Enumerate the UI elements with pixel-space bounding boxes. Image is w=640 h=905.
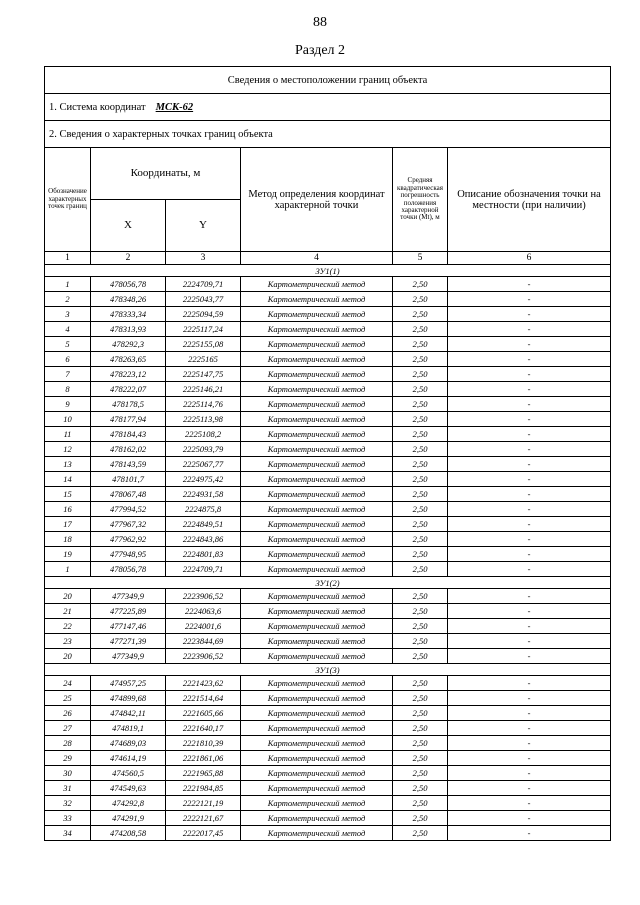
point-number: 2 [45, 292, 91, 307]
point-number: 3 [45, 307, 91, 322]
group-name: ЗУ1(2) [45, 577, 611, 589]
column-number: 5 [393, 252, 448, 265]
table-row [45, 337, 611, 352]
coord-x: 478177,94 [91, 412, 166, 427]
table-row [45, 721, 611, 736]
description: - [448, 517, 611, 532]
error-value: 2,50 [393, 367, 448, 382]
coord-x: 477967,32 [91, 517, 166, 532]
description: - [448, 382, 611, 397]
coord-y: 2225114,76 [166, 397, 241, 412]
point-number: 34 [45, 826, 91, 841]
point-number: 31 [45, 781, 91, 796]
method: Картометрический метод [241, 811, 393, 826]
point-number: 19 [45, 547, 91, 562]
method: Картометрический метод [241, 547, 393, 562]
error-value: 2,50 [393, 337, 448, 352]
header-point-designation: Обозначение характерных точек границ [45, 148, 91, 252]
error-value: 2,50 [393, 532, 448, 547]
error-value: 2,50 [393, 634, 448, 649]
coord-y: 2222121,67 [166, 811, 241, 826]
method: Картометрический метод [241, 676, 393, 691]
table-row [45, 397, 611, 412]
description: - [448, 706, 611, 721]
header-x: X [91, 200, 166, 252]
method: Картометрический метод [241, 562, 393, 577]
column-number: 3 [166, 252, 241, 265]
description: - [448, 442, 611, 457]
error-value: 2,50 [393, 589, 448, 604]
description: - [448, 307, 611, 322]
point-number: 26 [45, 706, 91, 721]
error-value: 2,50 [393, 796, 448, 811]
description: - [448, 412, 611, 427]
table-row [45, 472, 611, 487]
point-number: 7 [45, 367, 91, 382]
description: - [448, 676, 611, 691]
points-heading: 2. Сведения о характерных точках границ объекта [45, 121, 611, 148]
table-row [45, 502, 611, 517]
coord-x: 478178,5 [91, 397, 166, 412]
coord-y: 2221640,17 [166, 721, 241, 736]
point-number: 25 [45, 691, 91, 706]
description: - [448, 337, 611, 352]
table-row [45, 691, 611, 706]
point-number: 6 [45, 352, 91, 367]
coord-x: 477147,46 [91, 619, 166, 634]
method: Картометрический метод [241, 736, 393, 751]
description: - [448, 427, 611, 442]
error-value: 2,50 [393, 502, 448, 517]
coord-y: 2225146,21 [166, 382, 241, 397]
method: Картометрический метод [241, 691, 393, 706]
table-row [45, 412, 611, 427]
table-row [45, 352, 611, 367]
method: Картометрический метод [241, 472, 393, 487]
column-number: 4 [241, 252, 393, 265]
method: Картометрический метод [241, 457, 393, 472]
group-header-row [45, 577, 611, 589]
method: Картометрический метод [241, 292, 393, 307]
boundary-points-table [44, 66, 611, 841]
coord-x: 474208,58 [91, 826, 166, 841]
point-number: 15 [45, 487, 91, 502]
coord-y: 2224931,58 [166, 487, 241, 502]
error-value: 2,50 [393, 649, 448, 664]
table-row [45, 487, 611, 502]
method: Картометрический метод [241, 382, 393, 397]
coord-y: 2225113,98 [166, 412, 241, 427]
coord-y: 2224709,71 [166, 562, 241, 577]
point-number: 18 [45, 532, 91, 547]
header-error: Средняя квадратическая погрешность положения характерной точки (Mt), м [393, 148, 448, 252]
error-value: 2,50 [393, 277, 448, 292]
error-value: 2,50 [393, 397, 448, 412]
description: - [448, 502, 611, 517]
description: - [448, 277, 611, 292]
section-title: Раздел 2 [294, 43, 346, 58]
coord-x: 474292,8 [91, 796, 166, 811]
point-number: 20 [45, 589, 91, 604]
method: Картометрический метод [241, 619, 393, 634]
error-value: 2,50 [393, 619, 448, 634]
error-value: 2,50 [393, 604, 448, 619]
table-row [45, 292, 611, 307]
point-number: 32 [45, 796, 91, 811]
error-value: 2,50 [393, 307, 448, 322]
method: Картометрический метод [241, 352, 393, 367]
page-number: 88 [313, 15, 327, 30]
description: - [448, 397, 611, 412]
table-row [45, 604, 611, 619]
error-value: 2,50 [393, 706, 448, 721]
coord-y: 2225067,77 [166, 457, 241, 472]
description: - [448, 589, 611, 604]
table-row [45, 736, 611, 751]
method: Картометрический метод [241, 706, 393, 721]
point-number: 12 [45, 442, 91, 457]
point-number: 9 [45, 397, 91, 412]
description: - [448, 604, 611, 619]
point-number: 27 [45, 721, 91, 736]
error-value: 2,50 [393, 427, 448, 442]
table-title-row [45, 67, 611, 94]
point-number: 8 [45, 382, 91, 397]
point-number: 24 [45, 676, 91, 691]
point-number: 28 [45, 736, 91, 751]
coord-x: 474689,03 [91, 736, 166, 751]
error-value: 2,50 [393, 676, 448, 691]
description: - [448, 457, 611, 472]
method: Картометрический метод [241, 337, 393, 352]
description: - [448, 826, 611, 841]
point-number: 16 [45, 502, 91, 517]
coord-y: 2221810,39 [166, 736, 241, 751]
description: - [448, 352, 611, 367]
point-number: 1 [45, 562, 91, 577]
method: Картометрический метод [241, 322, 393, 337]
coord-x: 477271,39 [91, 634, 166, 649]
point-number: 23 [45, 634, 91, 649]
table-row [45, 442, 611, 457]
point-number: 20 [45, 649, 91, 664]
coord-system-label: 1. Система координат [49, 101, 146, 113]
method: Картометрический метод [241, 634, 393, 649]
point-number: 5 [45, 337, 91, 352]
description: - [448, 811, 611, 826]
coord-x: 478313,93 [91, 322, 166, 337]
header-row-1 [45, 148, 611, 200]
error-value: 2,50 [393, 352, 448, 367]
coord-x: 478348,26 [91, 292, 166, 307]
description: - [448, 367, 611, 382]
coord-y: 2224975,42 [166, 472, 241, 487]
coord-y: 2223906,52 [166, 649, 241, 664]
coord-x: 474957,25 [91, 676, 166, 691]
coord-x: 478056,78 [91, 562, 166, 577]
coord-x: 478143,59 [91, 457, 166, 472]
point-number: 29 [45, 751, 91, 766]
coord-y: 2221514,64 [166, 691, 241, 706]
point-number: 14 [45, 472, 91, 487]
error-value: 2,50 [393, 487, 448, 502]
coord-y: 2224849,51 [166, 517, 241, 532]
description: - [448, 634, 611, 649]
description: - [448, 619, 611, 634]
point-number: 33 [45, 811, 91, 826]
coord-y: 2224875,8 [166, 502, 241, 517]
error-value: 2,50 [393, 736, 448, 751]
column-number-row [45, 252, 611, 265]
coord-x: 477994,52 [91, 502, 166, 517]
table-row [45, 781, 611, 796]
method: Картометрический метод [241, 367, 393, 382]
method: Картометрический метод [241, 826, 393, 841]
error-value: 2,50 [393, 826, 448, 841]
coord-system-cell [45, 94, 611, 121]
description: - [448, 736, 611, 751]
group-header-row [45, 265, 611, 277]
error-value: 2,50 [393, 322, 448, 337]
table-row [45, 457, 611, 472]
coord-y: 2224801,83 [166, 547, 241, 562]
method: Картометрический метод [241, 532, 393, 547]
coord-x: 478223,12 [91, 367, 166, 382]
method: Картометрический метод [241, 487, 393, 502]
method: Картометрический метод [241, 796, 393, 811]
coord-y: 2224709,71 [166, 277, 241, 292]
error-value: 2,50 [393, 721, 448, 736]
description: - [448, 487, 611, 502]
coord-y: 2221861,06 [166, 751, 241, 766]
method: Картометрический метод [241, 721, 393, 736]
description: - [448, 781, 611, 796]
error-value: 2,50 [393, 562, 448, 577]
description: - [448, 766, 611, 781]
header-coordinates: Координаты, м [91, 148, 241, 200]
table-row [45, 706, 611, 721]
error-value: 2,50 [393, 547, 448, 562]
coord-y: 2225093,79 [166, 442, 241, 457]
method: Картометрический метод [241, 781, 393, 796]
coord-x: 474560,5 [91, 766, 166, 781]
coord-x: 478056,78 [91, 277, 166, 292]
header-method: Метод определения координат характерной точки [241, 148, 393, 252]
coord-x: 474614,19 [91, 751, 166, 766]
method: Картометрический метод [241, 442, 393, 457]
coord-y: 2222017,45 [166, 826, 241, 841]
table-row [45, 826, 611, 841]
table-row [45, 307, 611, 322]
error-value: 2,50 [393, 751, 448, 766]
description: - [448, 562, 611, 577]
coord-x: 478292,3 [91, 337, 166, 352]
coord-system-row [45, 94, 611, 121]
error-value: 2,50 [393, 691, 448, 706]
method: Картометрический метод [241, 589, 393, 604]
coord-y: 2223844,69 [166, 634, 241, 649]
method: Картометрический метод [241, 427, 393, 442]
coord-x: 477349,9 [91, 649, 166, 664]
description: - [448, 532, 611, 547]
point-number: 17 [45, 517, 91, 532]
table-row [45, 277, 611, 292]
coord-x: 474549,63 [91, 781, 166, 796]
description: - [448, 751, 611, 766]
coord-y: 2225108,2 [166, 427, 241, 442]
coord-x: 478162,02 [91, 442, 166, 457]
point-number: 1 [45, 277, 91, 292]
method: Картометрический метод [241, 412, 393, 427]
table-row [45, 649, 611, 664]
group-header-row [45, 664, 611, 676]
table-row [45, 676, 611, 691]
coord-y: 2221605,66 [166, 706, 241, 721]
coord-y: 2223906,52 [166, 589, 241, 604]
coord-x: 474819,1 [91, 721, 166, 736]
method: Картометрический метод [241, 397, 393, 412]
group-name: ЗУ1(1) [45, 265, 611, 277]
coord-x: 477962,92 [91, 532, 166, 547]
coord-x: 478101,7 [91, 472, 166, 487]
table-row [45, 562, 611, 577]
error-value: 2,50 [393, 517, 448, 532]
table-row [45, 367, 611, 382]
error-value: 2,50 [393, 781, 448, 796]
error-value: 2,50 [393, 457, 448, 472]
point-number: 21 [45, 604, 91, 619]
coord-y: 2224063,6 [166, 604, 241, 619]
coord-y: 2225094,59 [166, 307, 241, 322]
coord-x: 478067,48 [91, 487, 166, 502]
coord-y: 2221423,62 [166, 676, 241, 691]
method: Картометрический метод [241, 766, 393, 781]
table-row [45, 589, 611, 604]
point-number: 4 [45, 322, 91, 337]
coord-x: 477349,9 [91, 589, 166, 604]
description: - [448, 472, 611, 487]
coord-y: 2225165 [166, 352, 241, 367]
coord-system-value: МСК-62 [155, 101, 194, 113]
table-row [45, 619, 611, 634]
point-number: 11 [45, 427, 91, 442]
method: Картометрический метод [241, 307, 393, 322]
table-row [45, 532, 611, 547]
method: Картометрический метод [241, 751, 393, 766]
point-number: 30 [45, 766, 91, 781]
coord-y: 2221984,85 [166, 781, 241, 796]
header-y: Y [166, 200, 241, 252]
error-value: 2,50 [393, 442, 448, 457]
method: Картометрический метод [241, 277, 393, 292]
coord-y: 2225043,77 [166, 292, 241, 307]
coord-x: 477948,95 [91, 547, 166, 562]
description: - [448, 322, 611, 337]
table-row [45, 751, 611, 766]
table-title: Сведения о местоположении границ объекта [45, 67, 611, 94]
table-row [45, 547, 611, 562]
table-row [45, 427, 611, 442]
table-row [45, 322, 611, 337]
description: - [448, 547, 611, 562]
column-number: 1 [45, 252, 91, 265]
table-row [45, 517, 611, 532]
table-row [45, 811, 611, 826]
error-value: 2,50 [393, 292, 448, 307]
coord-y: 2224001,6 [166, 619, 241, 634]
coord-y: 2225155,08 [166, 337, 241, 352]
method: Картометрический метод [241, 517, 393, 532]
coord-y: 2221965,88 [166, 766, 241, 781]
coord-x: 478184,43 [91, 427, 166, 442]
points-heading-row [45, 121, 611, 148]
coord-x: 478263,65 [91, 352, 166, 367]
coord-x: 478333,34 [91, 307, 166, 322]
point-number: 13 [45, 457, 91, 472]
group-name: ЗУ1(3) [45, 664, 611, 676]
coord-x: 474899,68 [91, 691, 166, 706]
method: Картометрический метод [241, 649, 393, 664]
coord-y: 2224843,86 [166, 532, 241, 547]
column-number: 2 [91, 252, 166, 265]
error-value: 2,50 [393, 382, 448, 397]
coord-x: 474291,9 [91, 811, 166, 826]
coord-y: 2222121,19 [166, 796, 241, 811]
table-row [45, 382, 611, 397]
description: - [448, 691, 611, 706]
coord-y: 2225147,75 [166, 367, 241, 382]
error-value: 2,50 [393, 811, 448, 826]
error-value: 2,50 [393, 412, 448, 427]
header-description: Описание обозначения точки на местности (при наличии) [448, 148, 611, 252]
table-row [45, 634, 611, 649]
error-value: 2,50 [393, 766, 448, 781]
coord-x: 474842,11 [91, 706, 166, 721]
coord-x: 478222,07 [91, 382, 166, 397]
error-value: 2,50 [393, 472, 448, 487]
description: - [448, 721, 611, 736]
method: Картометрический метод [241, 502, 393, 517]
table-row [45, 796, 611, 811]
description: - [448, 292, 611, 307]
description: - [448, 649, 611, 664]
description: - [448, 796, 611, 811]
coord-x: 477225,89 [91, 604, 166, 619]
table-row [45, 766, 611, 781]
point-number: 10 [45, 412, 91, 427]
point-number: 22 [45, 619, 91, 634]
coord-y: 2225117,24 [166, 322, 241, 337]
column-number: 6 [448, 252, 611, 265]
method: Картометрический метод [241, 604, 393, 619]
